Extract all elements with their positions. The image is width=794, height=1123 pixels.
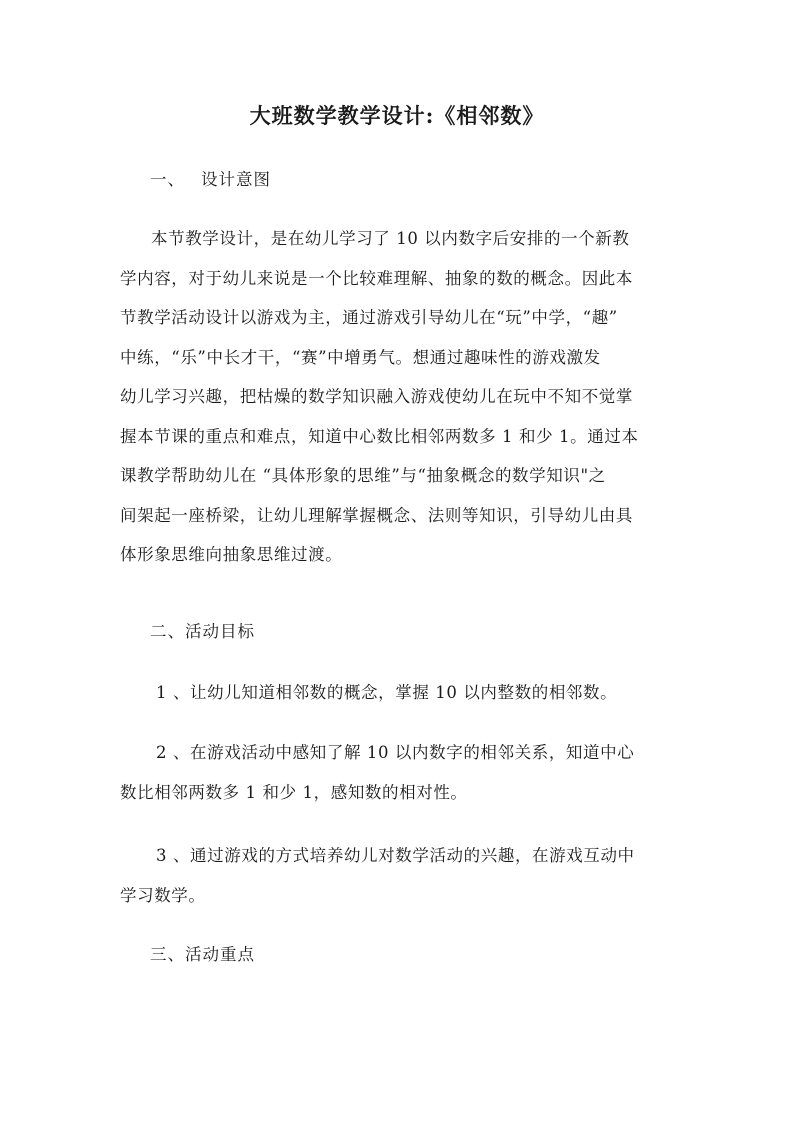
paragraph-line: 2 、在游戏活动中感知了解 10 以内数字的相邻关系，知道中心 — [156, 743, 635, 762]
document-title: 大班数学教学设计:《相邻数》 — [249, 103, 545, 128]
paragraph-line: 3 、通过游戏的方式培养幼儿对数学活动的兴趣，在游戏互动中 — [156, 846, 635, 865]
section-title: 设计意图 — [201, 170, 271, 189]
paragraph-line: 数比相邻两数多 1 和少 1，感知数的相对性。 — [120, 782, 468, 802]
section-number: 一、 — [150, 170, 185, 189]
section-heading-design-intent — [150, 168, 271, 192]
section-heading-activity-focus: 三、活动重点 — [150, 945, 255, 964]
paragraph-line: 学内容，对于幼儿来说是一个比较难理解、抽象的数的概念。因此本 — [120, 268, 633, 288]
section-heading-activity-goals: 二、活动目标 — [150, 622, 255, 641]
paragraph-line: 间架起一座桥梁，让幼儿理解掌握概念、法则等知识，引导幼儿由具 — [120, 505, 633, 525]
goal-1-paragraph — [120, 673, 680, 713]
paragraph-line: 中练，“乐”中长才干，“赛”中增勇气。想通过趣味性的游戏激发 — [120, 347, 601, 367]
paragraph-line: 学习数学。 — [120, 885, 206, 905]
paragraph-line: 幼儿学习兴趣，把枯燥的数学知识融入游戏使幼儿在玩中不知不觉掌 — [120, 387, 633, 406]
paragraph-line: 课教学帮助幼儿在 “具体形象的思维”与“抽象概念的数学知识"之 — [120, 466, 606, 485]
paragraph-line: 本节教学设计，是在幼儿学习了 10 以内数字后安排的一个新教 — [151, 229, 630, 248]
design-intent-paragraph — [120, 219, 680, 575]
paragraph-line: 体形象思维向抽象思维过渡。 — [120, 545, 343, 564]
paragraph-line: 1 、让幼儿知道相邻数的概念，掌握 10 以内整数的相邻数。 — [156, 683, 618, 702]
goal-3-paragraph — [120, 836, 680, 915]
paragraph-line: 握本节课的重点和难点，知道中心数比相邻两数多 1 和少 1。通过本 — [120, 426, 639, 446]
paragraph-line: 节教学活动设计以游戏为主，通过游戏引导幼儿在“玩”中学，“趣” — [120, 308, 618, 327]
goal-2-paragraph — [120, 733, 680, 812]
